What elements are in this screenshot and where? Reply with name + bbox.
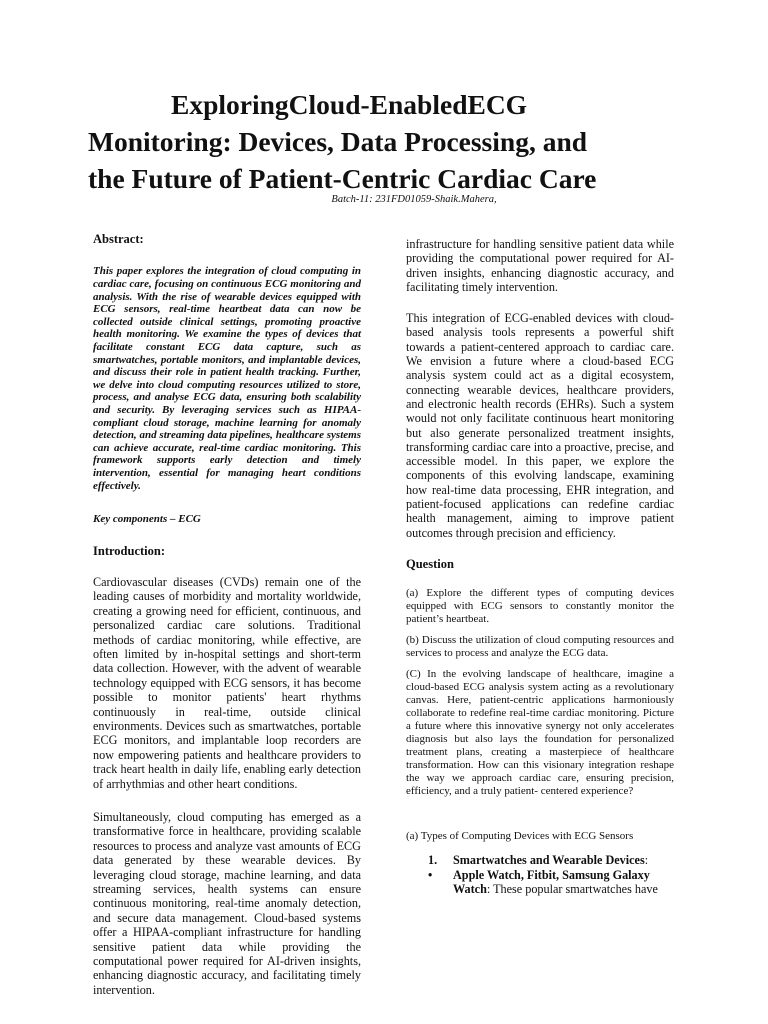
title-line-1: ExploringCloud-EnabledECG — [171, 89, 528, 120]
list-item — [406, 868, 674, 897]
author-line: Batch-11: 231FD01059-Shaik.Mahera, — [331, 194, 497, 205]
title-line-2: Monitoring: Devices, Data Processing, and — [88, 126, 588, 157]
list-item-label: Apple Watch, Fitbit, Samsung Galaxy Watch — [453, 867, 650, 896]
introduction-heading: Introduction: — [93, 543, 166, 558]
paper-title — [88, 86, 678, 197]
introduction-paragraph-2: Simultaneously, cloud computing has emerged as a transformative force in healthcare, providing scalable resources to process and analyze vast amounts of ECG data generated by these wearable devices. By leveraging cloud storage, machine learning, and data streaming services, health systems can ensure continuous monitoring, real-time anomaly detection, and secure data management. Cloud-based systems offer a HIPAA-compliant infrastructure for handling sensitive patient data while providing the computational power required for AI-driven insights, enhancing diagnostic accuracy, and facilitating timely intervention. — [93, 810, 361, 997]
introduction-paragraph-1: Cardiovascular diseases (CVDs) remain one of the leading causes of morbidity and mortality worldwide, creating a growing need for efficient, continuous, and personalized cardiac care solutions. Traditional methods of cardiac monitoring, while effective, are often limited by in-hospital settings and short-term data collection. However, with the advent of wearable technology equipped with ECG sensors, it has become possible to monitor patients' heart rhythms continuously in real-time, outside clinical environments. Devices such as smartwatches, portable ECG monitors, and implantable loop recorders are now empowering patients and healthcare providers to track heart health in daily life, enabling early detection of arrhythmias and other heart conditions. — [93, 574, 361, 791]
device-list — [406, 853, 674, 896]
list-marker: 1. — [428, 853, 438, 868]
abstract-heading: Abstract: — [93, 232, 144, 246]
title-line-3: the Future of Patient-Centric Cardiac Care — [88, 163, 597, 194]
introduction-paragraph-2-continued: infrastructure for handling sensitive patient data while providing the computational power required for AI-driven insights, enhancing diagnostic accuracy, and facilitating timely intervention. — [406, 237, 674, 294]
section-a-heading: (a) Types of Computing Devices with ECG Sensors — [406, 830, 634, 843]
right-column — [406, 237, 674, 896]
question-heading: Question — [406, 556, 454, 571]
list-item-suffix: : — [644, 853, 649, 868]
bullet-marker: • — [428, 867, 433, 882]
list-item-label: Smartwatches and Wearable Devices — [453, 853, 645, 868]
question-b: (b) Discuss the utilization of cloud computing resources and services to process and analyze the ECG data. — [406, 634, 674, 660]
introduction-paragraph-3: This integration of ECG-enabled devices with cloud-based analysis tools represents a powerful shift towards a patient-centered approach to cardiac care. We envision a future where a cloud-based ECG analysis system could act as a digital ecosystem, connecting wearable devices, healthcare providers, and electronic health records (EHRs). Such a system would not only facilitate continuous heart monitoring but also generate personalized treatment insights, transforming cardiac care into a proactive, precise, and accessible model. In this paper, we explore the components of this evolving landscape, examining how real-time data processing, EHR integration, and patient-focused applications can redefine cardiac health management, aiming to improve patient outcomes through precision and efficiency. — [406, 311, 674, 540]
left-column — [93, 232, 361, 997]
list-item — [406, 853, 674, 867]
question-c: (C) In the evolving landscape of healthcare, imagine a cloud-based ECG analysis system acting as a revolutionary canvas. Here, patient-centric applications harmoniously collaborate to redefine real-time cardiac monitoring. Picture a future where this innovative synergy not only accelerates diagnosis but also lays the foundation for personalized treatment plans, creating a masterpiece of healthcare transformation. How can this visionary integration reshape the way we approach cardiac care, ensuring precision, efficiency, and a truly patient- centered experience? — [406, 668, 674, 798]
list-item-text: : These popular smartwatches have — [486, 881, 658, 896]
question-a: (a) Explore the different types of computing devices equipped with ECG sensors to constantly monitor the patient’s heartbeat. — [406, 587, 674, 626]
key-components: Key components – ECG — [93, 513, 201, 526]
abstract-body: This paper explores the integration of cloud computing in cardiac care, focusing on continuous ECG monitoring and analysis. With the rise of wearable devices equipped with ECG sensors, real-time heartbeat data can now be collected outside clinical settings, promoting proactive health monitoring. We examine the types of devices that facilitate constant ECG data capture, such as smartwatches, portable monitors, and implantable devices, and discuss their role in patient health tracking. Further, we delve into cloud computing resources utilized to store, process, and analyse ECG data, ensuring both scalability and security. By leveraging services such as HIPAA-compliant cloud storage, machine learning for anomaly detection, and streaming data pipelines, healthcare systems can achieve accurate, real-time cardiac monitoring. This framework supports early detection and timely intervention, essential for managing heart conditions effectively. — [93, 265, 361, 492]
